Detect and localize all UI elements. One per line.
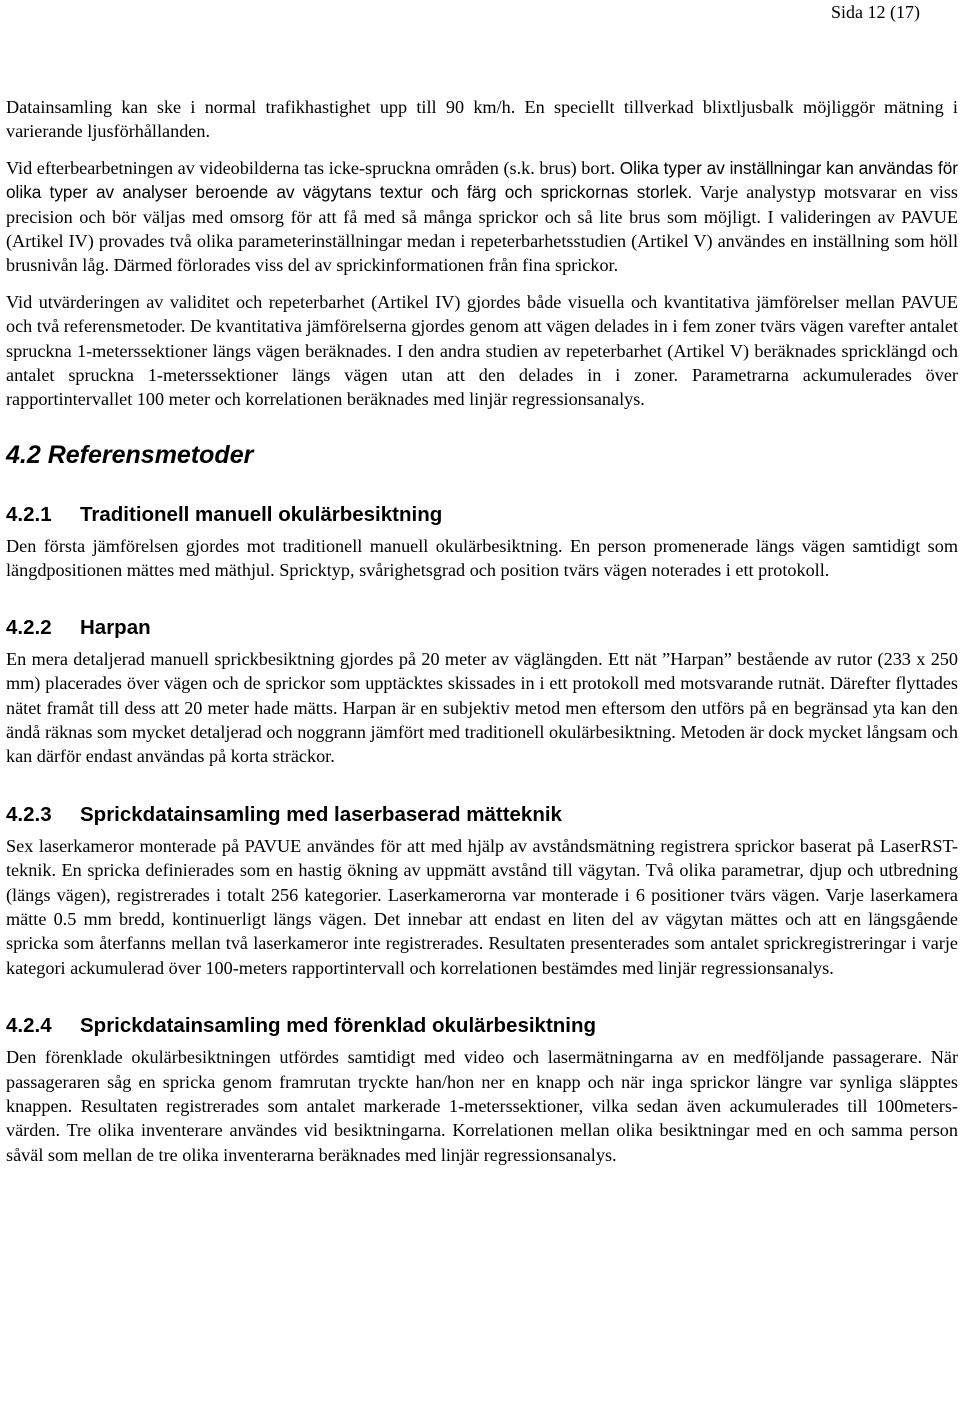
subsection-number: 4.2.1 xyxy=(6,502,52,526)
page-content xyxy=(6,95,958,1167)
subsection-heading-4-2-4 xyxy=(6,1013,958,1039)
page-number: Sida 12 (17) xyxy=(831,2,920,22)
subsection-number: 4.2.2 xyxy=(6,615,52,639)
postprocessing-settings: Olika typer av inställningar kan användas för olika typer av analyser beroende av vägytans textur och färg och sprickornas storlek. xyxy=(6,157,959,203)
section-heading-4-2: 4.2 Referensmetoder xyxy=(6,440,254,469)
paragraph-laser-measurement: Sex laserkameror monterade på PAVUE användes för att med hjälp av avståndsmätning registrera sprickor baserat på LaserRST-teknik. En spricka definierades som en hastig ökning av uppmätt avstånd till vägytan. Två olika parametrar, djup och utbredning (längs vägen), registrerades i totalt 256 kategorier. Laserkamerorna var monterade i 6 positioner tvärs vägen. Varje laserkamera mätte 0.5 mm bredd, kontinuerligt längs vägen. Det innebar att endast en liten del av vägytan mättes och att en längsgående spricka som återfanns mellan två laserkameror inte registrerades. Resultaten presenterades som antalet sprickregistreringar i varje kategori ackumulerad över 100-meters rapportintervall och korrelationen bestämdes med linjär regressionsanalys. xyxy=(6,835,958,978)
subsection-number: 4.2.4 xyxy=(6,1014,52,1038)
subsection-heading-4-2-1 xyxy=(6,502,958,528)
paragraph-postprocessing xyxy=(6,156,958,278)
subsection-title: Sprickdatainsamling med laserbaserad mätteknik xyxy=(80,802,562,826)
subsection-heading-4-2-3 xyxy=(6,802,958,828)
postprocessing-analysis: Varje analystyp motsvarar en viss precision och bör väljas med omsorg för att få med så många sprickor och så lite brus som möjligt. I valideringen av PAVUE (Artikel IV) provades två olika parameterinställningar medan i repeterbarhetsstudien (Artikel V) användes en inställning som höll brusnivån låg. Därmed förlorades viss del av sprickinformationen från fina sprickor. xyxy=(6,182,958,276)
postprocessing-intro: Vid efterbearbetningen av videobilderna tas icke-spruckna områden (s.k. brus) bort. xyxy=(6,157,620,178)
paragraph-simplified-inspection: Den förenklade okulärbesiktningen utfördes samtidigt med video och lasermätningarna av en medföljande passagerare. När passageraren såg en spricka genom framrutan tryckte han/hon ner en knapp och när inga sprickor längre var synliga släpptes knappen. Resultaten registrerades som antalet markerade 1-meterssektioner, vilka sedan även ackumulerades till 100meters-värden. Tre olika inventerare användes vid besiktningarna. Korrelationen mellan olika besiktningar med en och samma person såväl som mellan de tre olika inventerarna beräknades med linjär regressionsanalys. xyxy=(6,1047,958,1165)
paragraph-traditional-inspection: Den första jämförelsen gjordes mot traditionell manuell okulärbesiktning. En person promenerade längs vägen samtidigt som längdpositionen mättes med mäthjul. Spricktyp, svårighetsgrad och position tvärs vägen noterades i ett protokoll. xyxy=(6,535,958,581)
subsection-title: Harpan xyxy=(80,615,151,639)
subsection-heading-4-2-2 xyxy=(6,615,958,641)
subsection-number: 4.2.3 xyxy=(6,802,52,826)
subsection-title: Sprickdatainsamling med förenklad okulärbesiktning xyxy=(80,1014,597,1038)
paragraph-data-collection: Datainsamling kan ske i normal trafikhastighet upp till 90 km/h. En speciellt tillverkad blixtljusbalk möjliggör mätning i varierande ljusförhållanden. xyxy=(6,97,958,142)
paragraph-evaluation: Vid utvärderingen av validitet och repeterbarhet (Artikel IV) gjordes både visuella och kvantitativa jämförelser mellan PAVUE och två referensmetoder. De kvantitativa jämförelserna gjordes genom att vägen delades in i fem zoner tvärs vägen varefter antalet spruckna 1-meterssektioner längs vägen beräknades. I den andra studien av repeterbarhet (Artikel V) beräknades spricklängd och antalet spruckna 1-meterssektioner längs vägen utan att den delades in i zoner. Parametrarna ackumulerades över rapportintervallet 100 meter och korrelationen beräknades med linjär regressionsanalys. xyxy=(6,291,958,410)
subsection-title: Traditionell manuell okulärbesiktning xyxy=(80,502,443,526)
paragraph-harpan: En mera detaljerad manuell sprickbesiktning gjordes på 20 meter av väglängden. Ett nät ”Harpan” bestående av rutor (233 x 250 mm) placerades över vägen och de sprickor som upptäcktes skissades in i ett protokoll med motsvarande rutnät. Därefter flyttades nätet framåt till dess att 20 meter hade mätts. Harpan är en subjektiv metod men eftersom den utförs på en begränsad yta kan den ändå räknas som mycket detaljerad och noggrann jämfört med traditionell okulärbesiktning. Metoden är dock mycket långsam och kan därför endast användas på korta sträckor. xyxy=(6,648,958,767)
